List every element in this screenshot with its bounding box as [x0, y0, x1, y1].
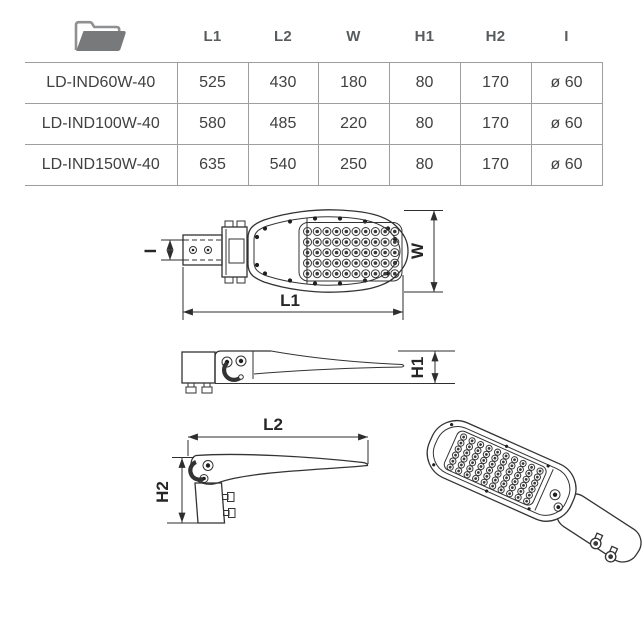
- led-grid: [304, 228, 399, 278]
- dimension-value: 170: [460, 145, 531, 186]
- tilted-view-drawing: [153, 415, 368, 523]
- arm-tube-side: [182, 352, 215, 383]
- dimension-value: 80: [389, 104, 460, 145]
- folder-header-cell: [25, 10, 177, 63]
- column-header-l2: L2: [273, 27, 293, 45]
- dimension-value: 170: [460, 63, 531, 104]
- dim-label-i: I: [141, 248, 160, 254]
- column-header-l1: L1: [203, 27, 222, 45]
- dimension-value: ø 60: [531, 104, 602, 145]
- led-grid-3d: [446, 433, 544, 505]
- column-header-w: W: [346, 27, 361, 45]
- lamp-body-3d: [419, 412, 585, 530]
- arm-tube-3d: [550, 488, 644, 568]
- dimension-value: ø 60: [531, 63, 602, 104]
- column-header-h2: H2: [485, 27, 506, 45]
- dimension-value: 170: [460, 104, 531, 145]
- spec-table: [25, 10, 603, 186]
- dim-label-l2: L2: [263, 415, 283, 434]
- dim-label-h2: H2: [153, 481, 172, 503]
- dimension-value: ø 60: [531, 145, 602, 186]
- mount-block: [215, 351, 271, 383]
- model-name: LD-IND100W-40: [25, 104, 177, 145]
- clamp-bracket: [222, 227, 247, 277]
- arm-tube-tilted: [195, 483, 225, 523]
- dimension-value: 430: [248, 63, 318, 104]
- screw-dots: [255, 216, 397, 285]
- dim-label-l1: L1: [280, 291, 300, 310]
- table-row: [25, 104, 602, 145]
- dimension-value: 180: [318, 63, 389, 104]
- dim-label-h1: H1: [408, 356, 427, 379]
- dimension-value: 635: [177, 145, 248, 186]
- table-header-row: [25, 10, 602, 63]
- model-name: LD-IND60W-40: [25, 63, 177, 104]
- lamp-body-outline: [248, 210, 408, 292]
- top-view-drawing: [141, 210, 443, 320]
- led-panel: [299, 223, 402, 282]
- dimension-value: 80: [389, 145, 460, 186]
- open-folder-icon: [26, 18, 176, 54]
- dimension-value: 525: [177, 63, 248, 104]
- dimension-value: 220: [318, 104, 389, 145]
- perspective-view-drawing: [415, 412, 644, 572]
- side-view-drawing: [182, 351, 455, 393]
- column-header-h1: H1: [414, 27, 435, 45]
- dimension-value: 80: [389, 63, 460, 104]
- bolts-3d: [586, 532, 621, 563]
- lamp-head-tilted: [191, 454, 368, 484]
- dim-label-w: W: [408, 242, 427, 260]
- dimension-value: 540: [248, 145, 318, 186]
- table-row: [25, 145, 602, 186]
- dimension-value: 250: [318, 145, 389, 186]
- model-name: LD-IND150W-40: [25, 145, 177, 186]
- table-row: [25, 63, 602, 104]
- dimension-value: 580: [177, 104, 248, 145]
- dimension-value: 485: [248, 104, 318, 145]
- arm-tube: [183, 235, 222, 265]
- column-header-i: I: [564, 27, 569, 45]
